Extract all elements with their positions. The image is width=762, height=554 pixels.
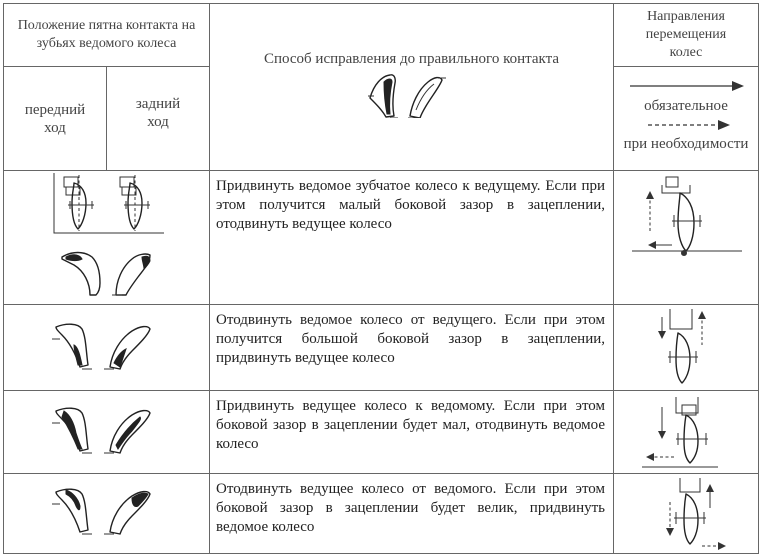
row-1-contact-cell [4,171,210,305]
row-1-teeth-icon [62,253,150,296]
header-contact-position [4,4,210,67]
row-3-method-cell [210,391,614,474]
row-2-method-text: Отодвинуть ведомое колесо от ведущего. Если при этом получится большой боковой зазор в зацеплении, придвинуть ведущее колесо [216,312,606,366]
row-3-teeth-icon [4,391,210,473]
row-1-direction-cell [614,171,759,305]
row-1-contact-illustration [4,171,210,304]
header-reverse [107,67,210,171]
legend-mandatory-text: обязательное [644,98,728,114]
row-4-direction-diagram [614,474,759,553]
header-directions-text: Направления перемещения колес [645,9,727,60]
row-4-method-cell [210,474,614,554]
header-reverse-text: задний ход [135,96,181,130]
row-2-method-cell [210,305,614,391]
row-2-contact-cell [4,305,210,391]
header-method-text: Способ исправления до правильного контакта [263,51,560,67]
header-legend [614,67,759,171]
gear-contact-table [3,3,759,554]
row-1-method-text: Придвинуть ведомое зубчатое колесо к ведущему. Если при этом получится малый боковой зазор в зацеплении, отодвинуть ведущее колесо [216,178,606,232]
row-2-direction-cell [614,305,759,391]
row-3-contact-cell [4,391,210,474]
row-3-direction-cell [614,391,759,474]
header-contact-position-text: Положение пятна контакта на зубьях ведомого колеса [17,18,196,51]
row-2-direction-diagram [614,305,759,390]
dashed-arrow-icon [614,117,759,133]
solid-arrow-icon [614,77,759,95]
row-1-reverse-gear-schematic [120,175,150,231]
row-4-contact-cell [4,474,210,554]
header-gear-teeth-icon [210,68,614,118]
row-1-direction-diagram [614,171,759,304]
row-3-method-text: Придвинуть ведущее колесо к ведомому. Если при этом боковой зазор в зацеплении будет мал, отодвинуть ведомое колесо [216,398,606,452]
legend-if-needed-text: при необходимости [623,136,749,152]
row-1-forward-gear-schematic [64,175,94,231]
header-forward [4,67,107,171]
header-directions [614,4,759,67]
row-4-direction-cell [614,474,759,554]
row-3-direction-diagram [614,391,759,473]
header-method-cell [210,4,614,171]
row-4-teeth-icon [4,474,210,553]
header-forward-text: передний ход [24,102,86,136]
row-2-teeth-icon [4,305,210,390]
row-1-method-cell [210,171,614,305]
row-4-method-text: Отодвинуть ведущее колесо от ведомого. Если при этом боковой зазор в зацеплении будет велик, придвинуть ведомое колесо [216,481,606,535]
